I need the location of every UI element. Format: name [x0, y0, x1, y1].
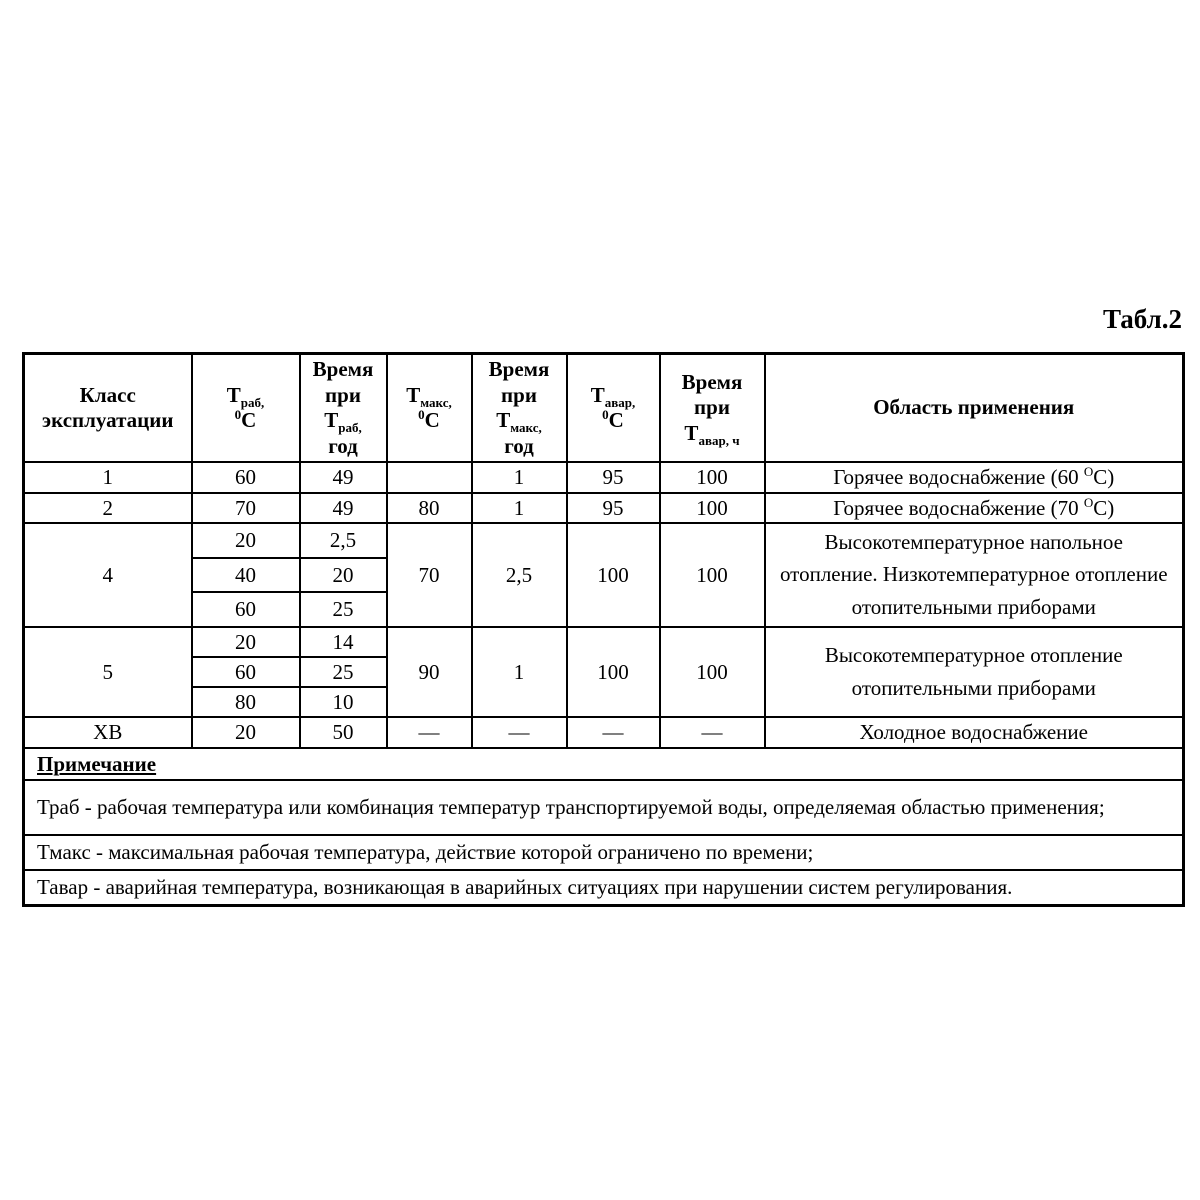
table-cell: 60	[192, 592, 300, 626]
table-cell: 70	[387, 523, 472, 627]
table-cell: 100	[567, 627, 660, 718]
table-cell: 95	[567, 462, 660, 492]
table-cell: 80	[192, 687, 300, 717]
table-cell: Холодное водоснабжение	[765, 717, 1184, 747]
note-trab: Траб - рабочая температура или комбинация температур транспортируемой воды, определяемая областью применения;	[24, 780, 1184, 835]
note-row-1	[24, 780, 1184, 835]
table-cell: Высокотемпературное отопление отопительными приборами	[765, 627, 1184, 718]
table-cell: 95	[567, 493, 660, 523]
table-cell: —	[472, 717, 567, 747]
table-cell: 5	[24, 627, 192, 718]
note-tmax: Тмакс - максимальная рабочая температура, действие которой ограничено по времени;	[24, 835, 1184, 870]
table-cell: 20	[300, 558, 387, 592]
table-cell: ХВ	[24, 717, 192, 747]
table-cell: 60	[192, 657, 300, 687]
table-cell: 49	[300, 462, 387, 492]
operating-class-table	[22, 352, 1185, 907]
table-cell: 100	[660, 462, 765, 492]
table-cell: Горячее водоснабжение (60 $^O$C)	[765, 462, 1184, 492]
col-header-time-at-tavar: Время при $Т_{авар, ч}$	[660, 354, 765, 463]
row-class-2	[24, 493, 1184, 523]
table-cell: 2,5	[300, 523, 387, 558]
table-cell: 100	[660, 493, 765, 523]
col-header-application: Область применения	[765, 354, 1184, 463]
table-cell: 1	[472, 627, 567, 718]
table-caption: Табл.2	[1102, 304, 1182, 334]
table-cell: 60	[192, 462, 300, 492]
table-cell: 49	[300, 493, 387, 523]
row-class-xv	[24, 717, 1184, 747]
table-cell: —	[660, 717, 765, 747]
note-tavar: Тавар - аварийная температура, возникающая в аварийных ситуациях при нарушении систем регулирования.	[24, 870, 1184, 906]
table-cell: 4	[24, 523, 192, 627]
table-cell: 20	[192, 523, 300, 558]
note-header: Примечание	[24, 748, 1184, 780]
table-cell: —	[567, 717, 660, 747]
table-cell: 25	[300, 657, 387, 687]
note-row-2	[24, 835, 1184, 870]
table-cell: 1	[472, 462, 567, 492]
table-cell: 100	[660, 523, 765, 627]
table-cell: 25	[300, 592, 387, 626]
table-cell: —	[387, 717, 472, 747]
table-cell: 1	[472, 493, 567, 523]
table-cell: 80	[387, 493, 472, 523]
table-cell: 40	[192, 558, 300, 592]
col-header-time-at-trab: Время при $Т_{раб,}$ год	[300, 354, 387, 463]
table-cell: 20	[192, 627, 300, 657]
table-cell: 100	[660, 627, 765, 718]
col-header-tmax: $Т_{макс,}$ $^0$C	[387, 354, 472, 463]
table-cell: 2,5	[472, 523, 567, 627]
table-cell: 14	[300, 627, 387, 657]
table-cell	[387, 462, 472, 492]
table-body	[24, 354, 1184, 906]
table-cell: 50	[300, 717, 387, 747]
table-cell: Высокотемпературное напольное отопление. Низкотемпературное отопление отопительными приборами	[765, 523, 1184, 627]
col-header-tavar: $Т_{авар,}$ $^0$C	[567, 354, 660, 463]
header-row	[24, 354, 1184, 463]
note-row-3	[24, 870, 1184, 906]
table-cell: 100	[567, 523, 660, 627]
table-cell: 20	[192, 717, 300, 747]
table-cell: Горячее водоснабжение (70 $^O$C)	[765, 493, 1184, 523]
col-header-time-at-tmax: Время при $Т_{макс,}$ год	[472, 354, 567, 463]
note-header-row	[24, 748, 1184, 780]
row-class-5-a	[24, 627, 1184, 657]
table-cell: 70	[192, 493, 300, 523]
row-class-4-a	[24, 523, 1184, 558]
col-header-trab: $Т_{раб,}$ $^0$C	[192, 354, 300, 463]
table-cell: 2	[24, 493, 192, 523]
table-cell: 90	[387, 627, 472, 718]
row-class-1	[24, 462, 1184, 492]
table-cell: 1	[24, 462, 192, 492]
col-header-class: Класс эксплуатации	[24, 354, 192, 463]
table-cell: 10	[300, 687, 387, 717]
